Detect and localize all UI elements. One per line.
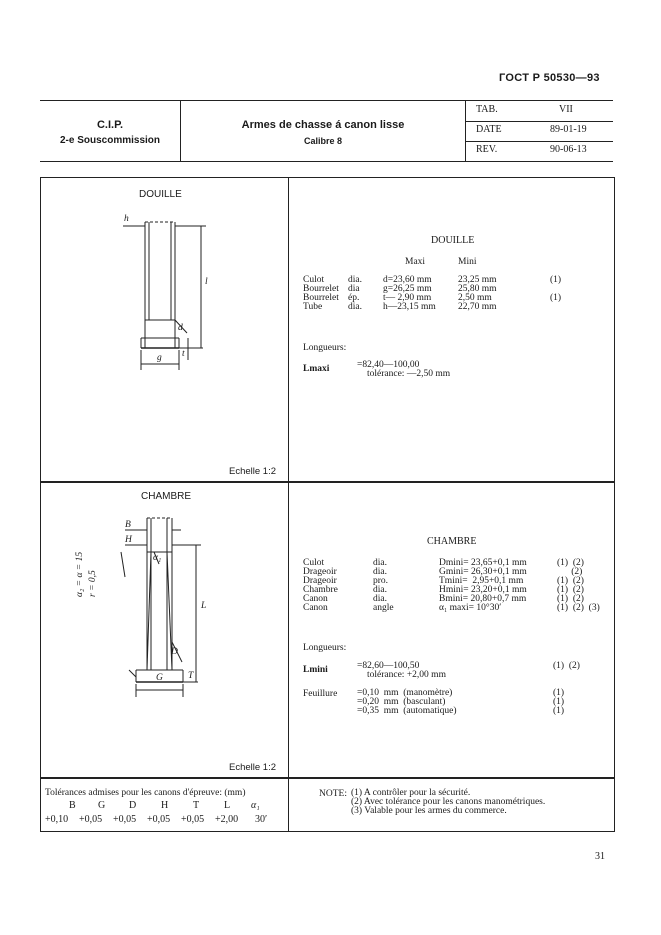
header-org-cell: [40, 101, 181, 161]
divider: [466, 141, 613, 142]
cell: Dmini= 23,65+0,1 mm: [439, 558, 527, 568]
cell: ép.: [348, 293, 360, 303]
note-item: (2) Avec tolérance pour les canons manométriques.: [351, 797, 546, 807]
feuillure-value: =0,10 mm (manomètre): [357, 688, 453, 698]
cell: dia.: [373, 558, 387, 568]
meta-label: TAB.: [476, 104, 498, 115]
chambre-drawing: [41, 482, 288, 778]
cell: [550, 303, 561, 312]
cell: Culot: [303, 275, 325, 285]
tol-header: L: [224, 800, 231, 811]
tol-header: H: [161, 800, 169, 811]
tol-value: +0,10: [45, 814, 69, 825]
cell: Gmini= 26,30+0,1 mm: [439, 567, 527, 577]
cell: Bourrelet: [303, 284, 339, 294]
tol-header: α₁: [251, 800, 260, 811]
tolerances-section: [40, 777, 615, 832]
meta-value: 89-01-19: [550, 124, 587, 135]
cell: dia.: [373, 567, 387, 577]
tol-value: 30′: [255, 814, 268, 825]
cell: dia: [348, 284, 360, 294]
tol-header: D: [129, 800, 137, 811]
douille-drawing: [41, 178, 288, 482]
feuillure-label: Feuillure: [303, 689, 338, 699]
header-title-cell: [181, 101, 466, 161]
lmini-value: =82,60—100,50: [357, 661, 420, 671]
chambre-section: [40, 481, 615, 779]
label-alpha: α₁: [153, 553, 162, 563]
tol-header: G: [98, 800, 106, 811]
table-row: [303, 303, 561, 312]
cell: Tmini= 2,95+0,1 mm: [439, 576, 524, 586]
divider: [288, 482, 289, 778]
lmini-tolerance: tolérance: +2,00 mm: [367, 670, 446, 680]
longueurs-label: Longueurs:: [303, 343, 347, 353]
label-angle-note: α₂ = α = 15: [75, 551, 85, 597]
org-name: C.I.P.: [96, 119, 124, 131]
label-T: T: [188, 671, 194, 681]
feuillure-note: (1): [553, 706, 565, 716]
label-B: B: [125, 520, 131, 530]
chambre-scale: Echelle 1:2: [229, 762, 277, 773]
feuillure-value: =0,35 mm (automatique): [357, 706, 457, 716]
cell: g=26,25 mm: [383, 284, 432, 294]
cell: Canon: [303, 594, 328, 604]
meta-label: DATE: [476, 124, 502, 135]
divider: [288, 178, 289, 482]
lmini-label: Lmini: [303, 665, 328, 675]
lmini-notes: (1) (2): [553, 661, 580, 671]
tol-value: +0,05: [181, 814, 205, 825]
label-H: H: [125, 535, 132, 545]
table-row: [303, 285, 561, 294]
cell: (1) (2): [557, 594, 584, 604]
chambre-spec-title: CHAMBRE: [427, 536, 477, 547]
lmaxi-label: Lmaxi: [303, 364, 330, 374]
cell: Canon: [303, 603, 328, 613]
subcommission: 2-e Souscommission: [59, 135, 161, 146]
doc-subtitle: Calibre 8: [303, 136, 343, 146]
label-t: t: [182, 349, 185, 359]
tol-value: +2,00: [215, 814, 239, 825]
douille-spec-title: DOUILLE: [431, 235, 475, 246]
douille-spec-table: [303, 276, 561, 312]
doc-title: Armes de chasse á canon lisse: [241, 119, 405, 131]
tol-value: +0,05: [113, 814, 137, 825]
label-l: l: [205, 277, 208, 287]
cell: 23,25 mm: [458, 275, 497, 285]
cell: (2): [557, 567, 583, 577]
cell: (1) (2): [557, 558, 584, 568]
lmaxi-tolerance: tolérance: —2,50 mm: [367, 369, 451, 379]
meta-label: REV.: [476, 144, 498, 155]
tol-value: +0,05: [147, 814, 171, 825]
note-item: (1) A contrôler pour la sécurité.: [351, 788, 471, 798]
lmaxi-value: =82,40—100,00: [357, 360, 420, 370]
cell: (1) (2): [557, 585, 584, 595]
cell: d=23,60 mm: [383, 275, 432, 285]
standard-code: ГОСТ Р 50530—93: [499, 72, 600, 84]
douille-drawing-title: DOUILLE: [139, 189, 182, 200]
divider: [288, 778, 289, 831]
cell: dia.: [373, 585, 387, 595]
chambre-drawing-title: CHAMBRE: [141, 491, 192, 502]
cell: pro.: [373, 576, 389, 586]
cell: (1) (2): [557, 576, 584, 586]
cell: Tube: [303, 302, 323, 312]
col-maxi: Maxi: [405, 257, 426, 267]
label-r-note: r = 0,5: [88, 570, 98, 597]
cell: Chambre: [303, 585, 338, 595]
cell: dia.: [373, 594, 387, 604]
cell: 25,80 mm: [458, 284, 497, 294]
note-item: (3) Valable pour les armes du commerce.: [351, 806, 507, 816]
col-mini: Mini: [458, 257, 477, 267]
meta-value: 90-06-13: [550, 144, 587, 155]
divider: [466, 121, 613, 122]
label-G: G: [156, 673, 163, 683]
feuillure-note: (1): [553, 697, 565, 707]
tol-header: B: [69, 800, 76, 811]
cell: Drageoir: [303, 567, 337, 577]
tolerances-title: Tolérances admises pour les canons d'épreuve: (mm): [45, 788, 246, 798]
label-L: L: [201, 601, 207, 611]
table-row: [303, 604, 600, 613]
douille-scale: Echelle 1:2: [229, 466, 277, 477]
cell: 2,50 mm: [458, 293, 492, 303]
douille-section: [40, 177, 615, 483]
cell: Culot: [303, 558, 325, 568]
cell: h—23,15 mm: [383, 302, 436, 312]
cell: t— 2,90 mm: [383, 293, 432, 303]
cell: α₁ maxi= 10°30′: [439, 603, 502, 613]
longueurs-label: Longueurs:: [303, 643, 347, 653]
feuillure-value: =0,20 mm (basculant): [357, 697, 446, 707]
note-label: NOTE:: [319, 789, 347, 799]
cell: dia.: [348, 275, 362, 285]
tol-header: T: [193, 800, 200, 811]
cell: Bmini= 20,80+0,7 mm: [439, 594, 527, 604]
cell: angle: [373, 603, 394, 613]
cell: Bourrelet: [303, 293, 339, 303]
cell: (1): [550, 275, 562, 285]
cell: (1): [550, 293, 562, 303]
label-D: D: [171, 647, 178, 657]
chambre-spec-table: [303, 559, 600, 613]
cell: Hmini= 23,20+0,1 mm: [439, 585, 527, 595]
table-row: [303, 276, 561, 285]
meta-value: VII: [559, 104, 573, 115]
meta-row: [466, 144, 613, 163]
cell: Drageoir: [303, 576, 337, 586]
label-g: g: [157, 353, 162, 363]
header-meta-cell: [466, 101, 613, 161]
header-table: [40, 100, 613, 162]
cell: dia.: [348, 302, 362, 312]
page-number: 31: [595, 851, 605, 862]
label-h: h: [124, 214, 129, 224]
tol-value: +0,05: [79, 814, 103, 825]
label-d: d: [178, 323, 183, 333]
cell: (1) (2) (3): [557, 603, 600, 613]
cell: 22,70 mm: [458, 302, 497, 312]
feuillure-note: (1): [553, 688, 565, 698]
